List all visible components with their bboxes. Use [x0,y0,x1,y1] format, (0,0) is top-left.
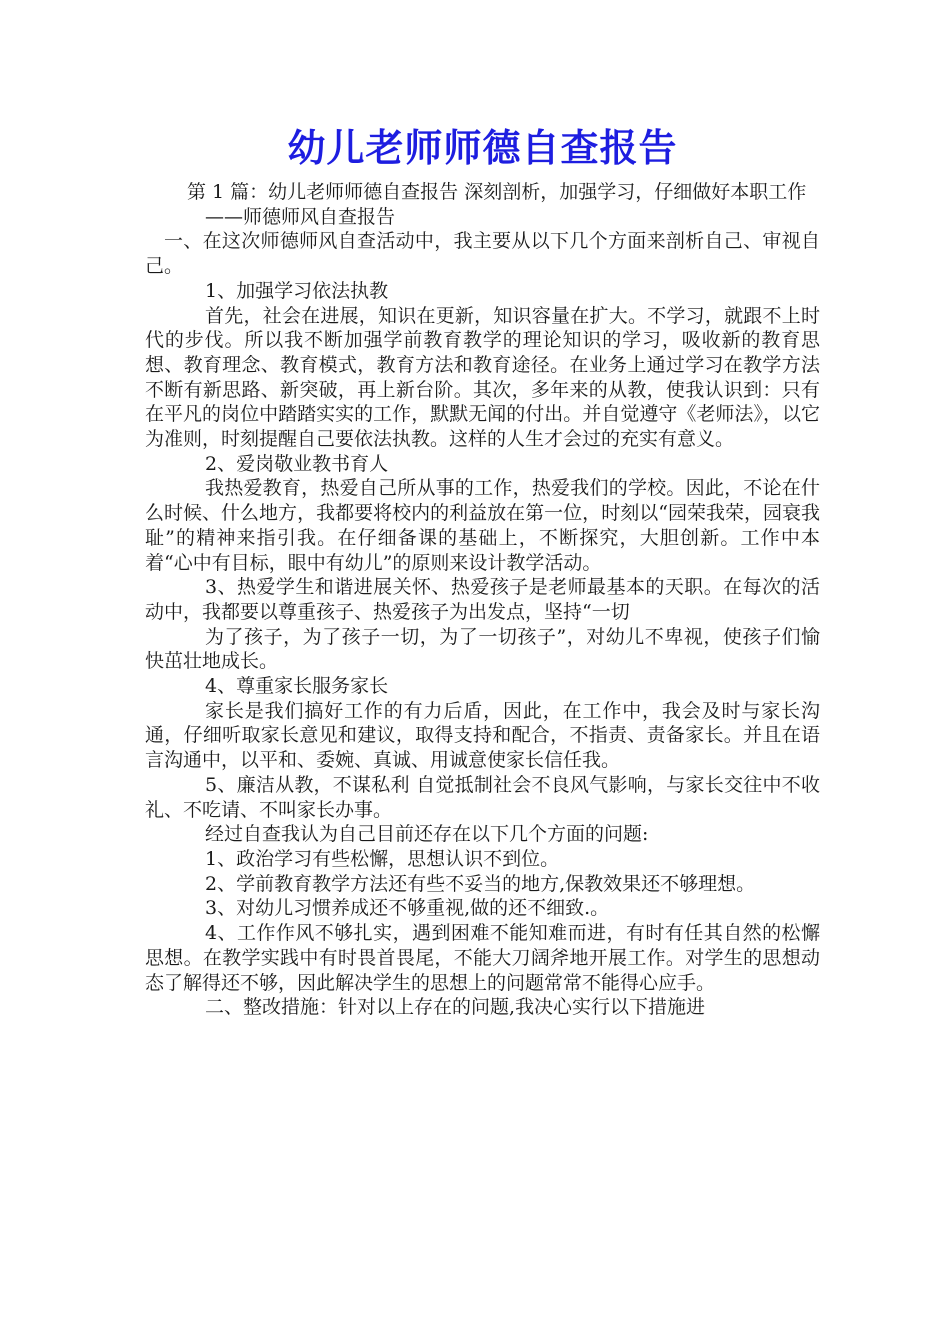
paragraph: 一、在这次师德师风自查活动中，我主要从以下几个方面来剖析自己、审视自己。 [145,230,820,278]
paragraph: 5、廉洁从教，不谋私利 自觉抵制社会不良风气影响，与家长交往中不收礼、不吃请、不叫家长办事。 [145,773,820,821]
paragraph: 2、学前教育教学方法还有些不妥当的地方,保教效果还不够理想。 [205,872,756,895]
document-title: 幼儿老师师德自查报告 [287,126,678,170]
paragraph: 3、热爱学生和谐进展关怀、热爱孩子是老师最基本的天职。在每次的活动中，我都要以尊重孩子、热爱孩子为出发点，坚持“一切 [145,576,820,623]
paragraph: 1、政治学习有些松懈，思想认识不到位。 [205,847,560,870]
paragraph: 为了孩子，为了孩子一切，为了一切孩子”，对幼儿不卑视，使孩子们愉快茁壮地成长。 [145,625,820,673]
paragraph: 第 1 篇：幼儿老师师德自查报告 深刻剖析，加强学习，仔细做好本职工作 [187,181,807,203]
paragraph: 2、爱岗敬业教书育人 [205,452,389,475]
document-body [145,180,820,1020]
paragraph: 家长是我们搞好工作的有力后盾，因此，在工作中，我会及时与家长沟通，仔细听取家长意见和建议，取得支持和配合，不指责、责备家长。并且在语言沟通中，以平和、委婉、真诚、用诚意使家长信任我。 [145,699,820,772]
document-page [145,120,820,1020]
paragraph: 二、整改措施：针对以上存在的问题,我决心实行以下措施进 [205,996,706,1019]
paragraph: 3、对幼儿习惯养成还不够重视,做的还不细致.。 [205,897,610,920]
paragraph: 经过自查我认为自己目前还存在以下几个方面的问题: [205,823,649,846]
paragraph: 1、加强学习依法执教 [205,279,389,302]
paragraph: 首先，社会在进展，知识在更新，知识容量在扩大。不学习，就跟不上时代的步伐。所以我不断加强学前教育教学的理论知识的学习，吸收新的教育思想、教育理念、教育模式，教育方法和教育途径。在业务上通过学习在教学方法不断有新思路、新突破，再上新台阶。其次，多年来的从教，使我认识到：只有在平凡的岗位中踏踏实实的工作，默默无闻的付出。并自觉遵守《老师法》，以它为准则，时刻提醒自己要依法执教。这样的人生才会过的充实有意义。 [145,304,820,451]
paragraph: 我热爱教育，热爱自己所从事的工作，热爱我们的学校。因此，不论在什么时候、什么地方，我都要将校内的利益放在第一位，时刻以“园荣我荣，园衰我耻”的精神来指引我。在仔细备课的基础上，不断探究，大胆创新。工作中本着“心中有目标，眼中有幼儿”的原则来设计教学活动。 [145,477,820,574]
paragraph: 4、尊重家长服务家长 [205,675,389,698]
paragraph: ——师德师风自查报告 [205,205,396,228]
paragraph: 4、工作作风不够扎实，遇到困难不能知难而进，有时有任其自然的松懈思想。在教学实践中有时畏首畏尾，不能大刀阔斧地开展工作。对学生的思想动态了解得还不够，因此解决学生的思想上的问题常常不能得心应手。 [145,922,820,994]
